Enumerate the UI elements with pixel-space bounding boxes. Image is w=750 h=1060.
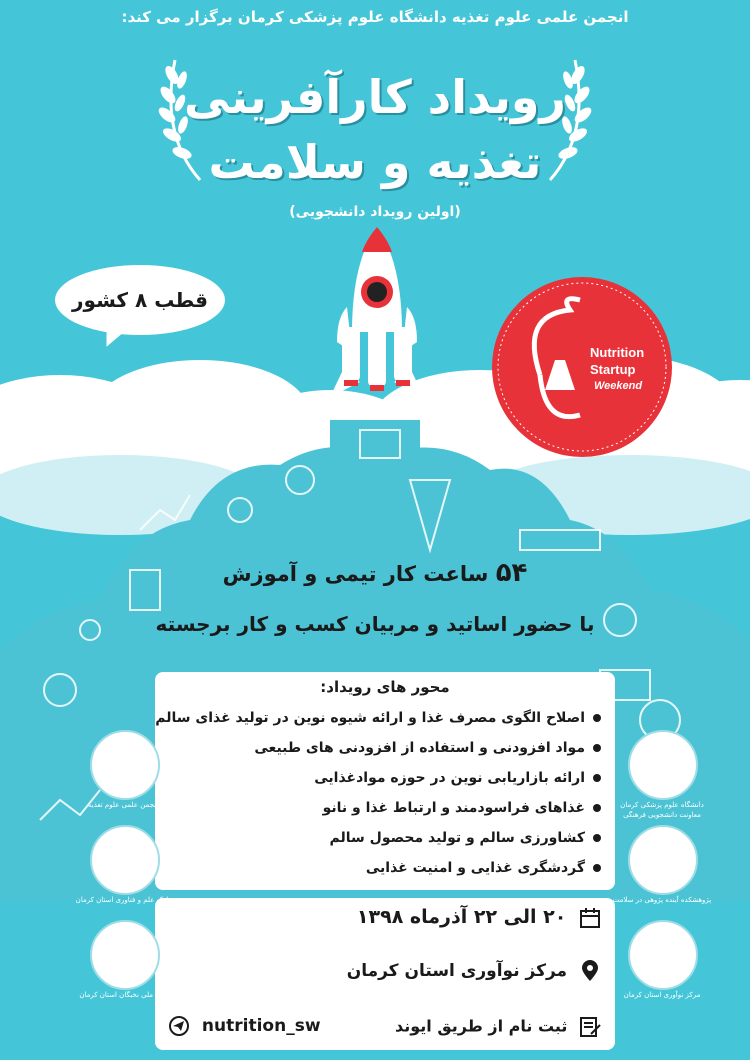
axis-item-text: ارائه بازاریابی نوین در حوزه موادغذایی	[314, 770, 585, 786]
place-text: مرکز نوآوری استان کرمان	[346, 961, 568, 981]
nutrition-startup-badge	[490, 275, 675, 460]
badge-line-3: Weekend	[594, 380, 643, 392]
hub-bubble-text: قطب ۸ کشور	[72, 288, 208, 312]
telegram-handle[interactable]	[168, 1015, 321, 1037]
axes-heading: محور های رویداد:	[320, 678, 450, 696]
calendar-icon	[579, 907, 601, 929]
logo-caption: انجمن علمی علوم تغذیه	[88, 801, 158, 809]
bullet-icon	[593, 774, 601, 782]
event-subtitle: (اولین رویداد دانشجویی)	[289, 204, 461, 220]
hub-bubble	[55, 265, 225, 335]
logo-caption: مرکز نوآوری استان کرمان	[623, 991, 701, 999]
logo-caption: پارک علم و فناوری استان کرمان	[75, 896, 171, 904]
axis-item-text: کشاورزی سالم و تولید محصول سالم	[329, 830, 585, 846]
bullet-icon	[593, 864, 601, 872]
association-logo-icon	[90, 730, 160, 800]
badge-line-2: Startup	[590, 362, 636, 377]
hours-number: ۵۴	[495, 558, 528, 588]
axis-item	[155, 710, 601, 726]
place-row	[347, 960, 601, 982]
university-logo-icon	[628, 730, 698, 800]
bullet-icon	[593, 834, 601, 842]
banner-line-1	[0, 558, 750, 588]
form-edit-icon	[579, 1016, 601, 1038]
event-title-line-1: رویداد کارآفرینی	[184, 70, 566, 124]
location-pin-icon	[579, 960, 601, 982]
axis-item	[323, 800, 601, 816]
telegram-text[interactable]: nutrition_sw	[201, 1016, 321, 1036]
date-text: ۲۰ الی ۲۲ آذرماه ۱۳۹۸	[356, 906, 567, 928]
science-park-logo-icon	[90, 825, 160, 895]
axis-item	[330, 830, 601, 846]
axis-item-text: غذاهای فراسودمند و ارتباط غذا و نانو	[322, 800, 585, 816]
event-title-line-2: تغذیه و سلامت	[208, 135, 542, 189]
date-row	[357, 906, 601, 929]
innovation-center-logo-icon	[628, 920, 698, 990]
hours-text: ساعت کار تیمی و آموزش	[222, 562, 489, 586]
logo-caption: بنیاد ملی نخبگان استان کرمان	[79, 991, 167, 999]
bullet-icon	[593, 744, 601, 752]
rocket-icon	[322, 222, 432, 432]
axis-item-text: مواد افزودنی و استفاده از افزودنی های طبیعی	[254, 740, 585, 756]
banner-line-2: با حضور اساتید و مربیان کسب و کار برجسته	[155, 612, 595, 636]
badge-line-1: Nutrition	[590, 345, 645, 360]
research-institute-logo-icon	[628, 825, 698, 895]
registration-text[interactable]: ثبت نام از طریق ایوند	[395, 1016, 568, 1036]
axis-item	[314, 770, 601, 786]
organizer-line: انجمن علمی علوم تغذیه دانشگاه علوم پزشکی کرمان برگزار می کند:	[121, 8, 629, 26]
bullet-icon	[593, 714, 601, 722]
event-axes-box	[155, 672, 615, 890]
telegram-icon	[168, 1015, 190, 1037]
axis-item-text: اصلاح الگوی مصرف غذا و ارائه شیوه نوین در تولید غذای سالم	[155, 710, 585, 726]
axis-item	[366, 860, 601, 876]
logo-caption: پژوهشکده آینده پژوهی در سلامت	[612, 896, 712, 904]
axis-item-text: گردشگری غذایی و امنیت غذایی	[365, 860, 585, 876]
elite-foundation-logo-icon	[90, 920, 160, 990]
bullet-icon	[593, 804, 601, 812]
logo-caption: دانشگاه علوم پزشکی کرمان معاونت دانشجویی فرهنگی	[620, 801, 704, 819]
registration-row	[395, 1016, 601, 1038]
axis-item	[254, 740, 601, 756]
